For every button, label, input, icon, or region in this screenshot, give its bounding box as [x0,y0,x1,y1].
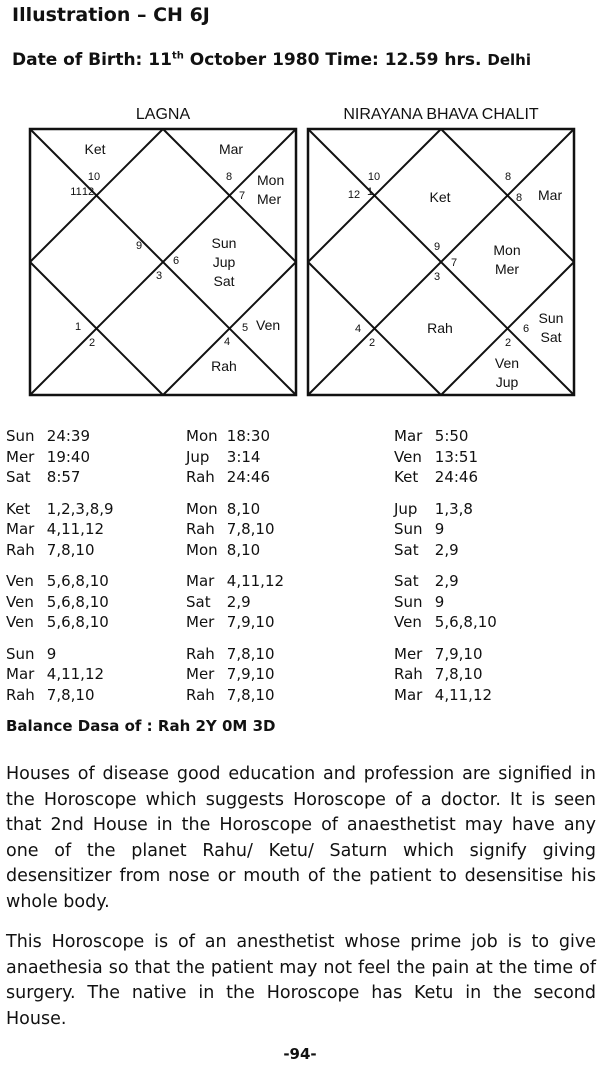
planet-label: Ket [429,189,451,205]
planet-value: 4,11,12 [46,520,105,538]
planet-label: Ket [84,141,106,157]
planet-value: 7,9,10 [434,644,483,663]
positions-group [186,644,284,706]
planet-abbr: Sat [394,540,419,559]
planet-label: Sun [211,235,237,251]
planet-label: Sun [538,310,564,326]
house-number: 4 [223,336,231,348]
house-number: 8 [504,171,512,183]
planet-label: Mar [538,187,563,203]
planet-abbr: Ket [6,499,31,518]
planet-value: 1,3,8 [434,499,473,518]
position-row [186,499,284,520]
planet-abbr: Mar [186,572,215,590]
house-number: 7 [238,190,246,202]
planet-label: Mer [257,191,282,207]
position-row [186,447,284,468]
planet-abbr: Mar [6,665,35,683]
planet-label: Mer [494,261,520,277]
planet-label: Sat [540,329,562,345]
house-number: 12 [81,186,95,198]
paragraph-1: Houses of disease good education and profession are signified in the Horoscope which suggests Horoscope of a doctor. It is seen that 2nd House in the Horoscope of anaesthetist may have any one of the planet Rahu/ Ketu/ Saturn which signify giving desensitizer from nose or mouth of the patient to desensitise his whole body. [6,764,596,912]
position-row [6,612,114,633]
dob-rest: October 1980 Time: 12.59 hrs. [183,50,482,70]
house-number: 9 [433,241,441,253]
lagna-chart [28,127,298,397]
position-row [394,540,497,561]
planet-value: 2,9 [434,572,459,590]
planet-value: 5,6,8,10 [46,613,109,631]
planet-abbr: Mon [186,427,218,445]
positions-group [394,644,497,706]
house-number: 4 [354,323,362,335]
position-row [394,664,497,685]
position-row [186,519,284,540]
position-row [394,644,497,665]
house-number: 10 [87,171,101,183]
paragraph-2: This Horoscope is of an anesthetist whose prime job is to give anaethesia so that the patient may not feel the pain at the time of surgery. The native in the Horoscope has Ketu in the second House. [6,932,596,1029]
planet-value: 24:46 [434,468,479,486]
planet-abbr: Jup [394,499,418,518]
planet-value: 9 [434,520,445,538]
house-number: 7 [450,257,458,269]
position-row [394,571,497,592]
planet-value: 4,11,12 [226,572,285,590]
position-row [186,540,284,561]
planet-abbr: Rah [186,685,215,704]
house-number: 2 [504,337,512,349]
planet-abbr: Mon [186,540,218,559]
dob-place: Delhi [487,51,531,69]
position-row [394,519,497,540]
house-number: 1 [366,186,374,198]
planet-value: 1,2,3,8,9 [46,499,114,518]
planet-value: 7,8,10 [226,644,275,663]
planet-abbr: Rah [394,665,423,683]
planet-abbr: Sat [186,592,211,611]
planet-value: 7,8,10 [434,665,483,683]
planet-abbr: Rah [6,685,35,704]
planet-value: 9 [434,592,445,611]
position-row [394,499,497,520]
planet-abbr: Mon [186,499,218,518]
planet-abbr: Rah [186,520,215,538]
dob-suffix: th [171,50,184,62]
position-row [394,612,497,633]
planet-abbr: Sun [6,644,35,663]
planet-positions-table [6,426,596,711]
planet-label: Jup [495,374,519,390]
planet-value: 9 [46,644,57,663]
position-row [6,426,114,447]
positions-group [6,426,114,488]
position-row [186,426,284,447]
position-row [186,592,284,613]
position-row [6,592,114,613]
balance-dasa: Balance Dasa of : Rah 2Y 0M 3D [6,717,276,735]
planet-label: Mon [493,242,521,258]
page-heading: Illustration – CH 6J [12,4,210,26]
position-row [394,467,497,488]
position-row [186,571,284,592]
planet-value: 7,9,10 [226,613,275,631]
planet-abbr: Sun [6,427,35,445]
house-number: 5 [241,322,249,334]
planet-abbr: Sat [6,468,31,486]
planet-abbr: Mer [6,447,35,466]
position-row [6,519,114,540]
planet-abbr: Ket [394,468,419,486]
position-row [6,685,114,706]
house-number: 2 [88,337,96,349]
lagna-chart-title: LAGNA [135,106,191,123]
planet-abbr: Mer [394,644,423,663]
planet-abbr: Ven [394,613,422,631]
planet-abbr: Rah [6,540,35,559]
planet-abbr: Rah [186,468,215,486]
bhava-chart-title: NIRAYANA BHAVA CHALIT [343,106,539,123]
planet-value: 8,10 [226,499,261,518]
positions-group [394,571,497,633]
planet-abbr: Ven [6,572,34,590]
positions-group [6,571,114,633]
planet-value: 4,11,12 [434,685,493,704]
planet-abbr: Mer [186,665,215,683]
position-row [6,644,114,665]
planet-abbr: Ven [6,592,34,611]
positions-group [186,499,284,561]
position-row [394,447,497,468]
positions-column-3 [394,426,497,716]
position-row [6,447,114,468]
position-row [6,540,114,561]
planet-abbr: Sun [394,520,423,538]
planet-value: 24:39 [46,427,91,445]
planet-value: 19:40 [46,447,91,466]
position-row [394,685,497,706]
planet-label: Sat [213,273,235,289]
planet-value: 7,8,10 [46,540,95,559]
planet-label: Jup [212,254,236,270]
planet-value: 2,9 [226,592,251,611]
positions-group [186,426,284,488]
planet-value: 13:51 [434,447,479,466]
positions-group [6,644,114,706]
planet-label: Mon [257,172,285,188]
house-number: 6 [522,323,530,335]
house-number: 9 [135,240,143,252]
planet-abbr: Mar [394,685,423,704]
planet-value: 5:50 [434,427,469,445]
positions-group [6,499,114,561]
position-row [394,592,497,613]
planet-label: Rah [427,320,453,336]
planet-abbr: Sat [394,572,419,590]
planet-label: Rah [211,358,237,374]
planet-value: 3:14 [226,447,261,466]
house-number: 3 [433,271,441,283]
planet-value: 2,9 [434,540,459,559]
position-row [186,612,284,633]
house-number: 3 [155,270,163,282]
positions-group [186,571,284,633]
planet-value: 5,6,8,10 [46,572,109,590]
date-of-birth [12,50,531,70]
bhava-chalit-chart [306,127,576,397]
planet-value: 24:46 [226,468,271,486]
planet-value: 5,6,8,10 [434,613,497,631]
planet-abbr: Rah [186,644,215,663]
planet-abbr: Ven [6,613,34,631]
house-number: 8 [515,192,523,204]
planet-label: Ven [256,317,281,333]
planet-abbr: Mar [6,520,35,538]
position-row [186,644,284,665]
position-row [6,467,114,488]
house-number: 1 [74,321,82,333]
position-row [6,499,114,520]
planet-value: 7,8,10 [226,520,275,538]
position-row [394,426,497,447]
planet-value: 7,9,10 [226,665,275,683]
planet-value: 4,11,12 [46,665,105,683]
planet-abbr: Mer [186,613,215,631]
house-number: 2 [368,337,376,349]
house-number: 10 [367,171,381,183]
position-row [186,467,284,488]
planet-value: 5,6,8,10 [46,592,109,611]
house-number: 12 [347,189,361,201]
positions-column-1 [6,426,114,716]
house-number: 8 [225,171,233,183]
house-number: 11 [70,186,82,198]
positions-group [394,426,497,488]
planet-abbr: Mar [394,427,423,445]
planet-abbr: Ven [394,447,422,466]
position-row [6,571,114,592]
planet-value: 8,10 [226,540,261,559]
house-number: 6 [172,255,180,267]
planet-value: 7,8,10 [226,685,275,704]
planet-abbr: Jup [186,447,210,466]
planet-label: Mar [218,141,244,157]
position-row [186,664,284,685]
dob-prefix: Date of Birth: 11 [12,50,172,70]
planet-label: Ven [494,355,520,371]
position-row [186,685,284,706]
planet-value: 7,8,10 [46,685,95,704]
planet-value: 8:57 [46,468,81,486]
positions-column-2 [186,426,284,716]
planet-abbr: Sun [394,592,423,611]
planet-value: 18:30 [226,427,271,445]
position-row [6,664,114,685]
positions-group [394,499,497,561]
page-number: -94- [283,1045,317,1063]
